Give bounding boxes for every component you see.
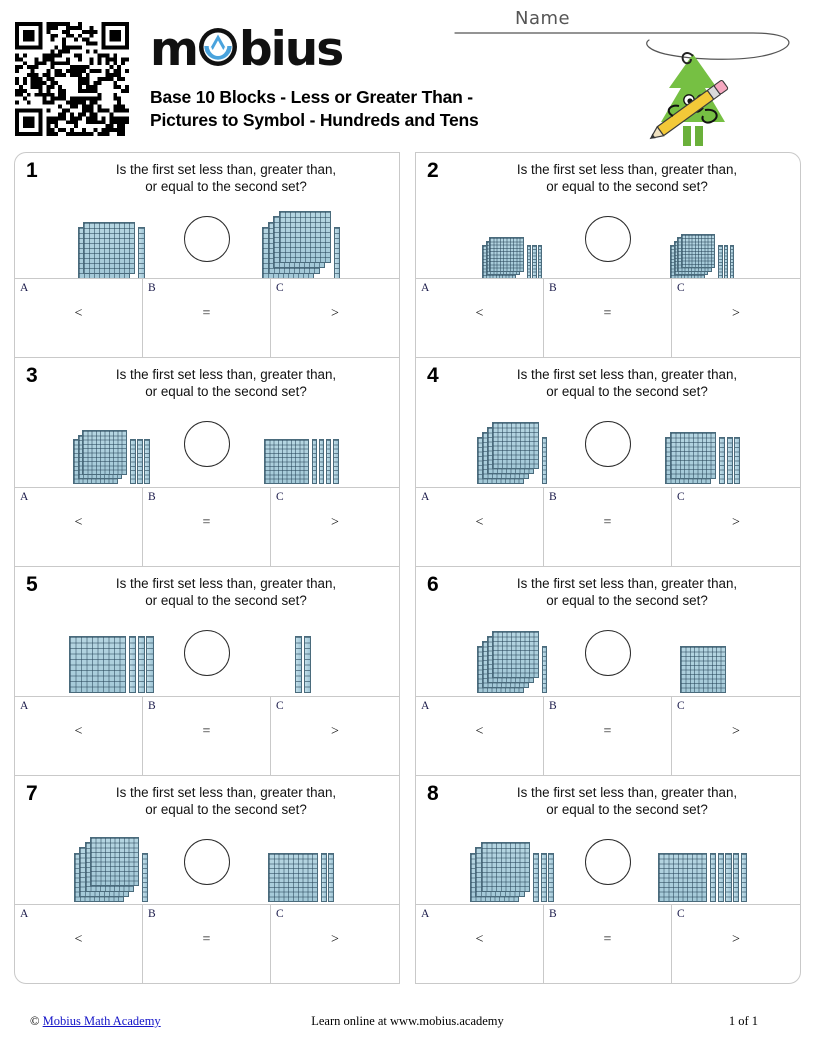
blocks-comparison-row	[15, 402, 399, 486]
ten-rod	[718, 853, 724, 902]
ten-rod	[542, 437, 548, 484]
tens-rods	[321, 853, 336, 902]
page-title	[150, 86, 570, 132]
hundreds-flats	[477, 631, 539, 693]
tens-rods	[334, 227, 342, 279]
tens-rods	[718, 245, 735, 279]
answer-options-row	[416, 278, 800, 357]
answer-options-row	[416, 904, 800, 983]
answer-symbol: =	[603, 724, 612, 739]
answer-option-a[interactable]	[416, 279, 544, 357]
answer-option-c[interactable]	[672, 488, 800, 566]
name-label: Name	[515, 8, 571, 29]
hundred-flat	[268, 853, 317, 902]
hundreds-flats	[78, 222, 136, 280]
answer-option-c[interactable]	[672, 279, 800, 357]
question-number: 4	[427, 364, 439, 387]
block-set-right	[242, 613, 362, 693]
ten-rod	[719, 437, 725, 484]
hundred-flat	[492, 422, 539, 469]
prompt-line1: Is the first set less than, greater than,	[516, 576, 738, 591]
block-set-left	[52, 613, 172, 693]
question-number: 8	[427, 782, 439, 805]
answer-options-row	[15, 278, 399, 357]
brand-block	[150, 21, 343, 77]
question-prompt	[61, 366, 391, 400]
prompt-line1: Is the first set less than, greater than,	[516, 367, 738, 382]
answer-letter: B	[148, 282, 156, 294]
prompt-line1: Is the first set less than, greater than,	[115, 367, 337, 382]
answer-option-a[interactable]	[416, 697, 544, 775]
blocks-comparison-row	[15, 611, 399, 695]
answer-letter: C	[276, 908, 284, 920]
answer-symbol: <	[74, 932, 83, 947]
answer-symbol: =	[603, 932, 612, 947]
answer-letter: A	[20, 700, 29, 712]
answer-symbol: =	[202, 724, 211, 739]
blocks-comparison-row	[15, 820, 399, 904]
tens-rods	[142, 853, 150, 902]
prompt-line1: Is the first set less than, greater than,	[115, 576, 337, 591]
ten-rod	[532, 245, 536, 279]
hundred-flat	[264, 439, 309, 484]
answer-option-b[interactable]	[544, 697, 672, 775]
block-set-right	[643, 404, 763, 484]
answer-symbol: =	[603, 515, 612, 530]
tens-rods	[130, 439, 151, 484]
answer-letter: A	[20, 282, 29, 294]
answer-options-row	[416, 696, 800, 775]
question-card	[415, 566, 801, 775]
answer-letter: A	[421, 282, 430, 294]
answer-letter: A	[421, 700, 430, 712]
tens-rods	[312, 439, 340, 484]
answer-symbol: >	[331, 932, 339, 947]
ten-rod	[304, 636, 311, 693]
answer-letter: A	[421, 491, 430, 503]
prompt-line2: or equal to the second set?	[145, 802, 307, 818]
answer-option-c[interactable]	[271, 905, 399, 983]
tens-rods	[533, 853, 556, 902]
block-set-right	[242, 822, 362, 902]
name-field-area	[453, 6, 803, 76]
blocks-comparison-row	[416, 197, 800, 281]
answer-symbol: >	[331, 724, 339, 739]
question-card	[415, 357, 801, 566]
hundreds-flats	[482, 237, 524, 279]
block-set-right	[242, 199, 362, 279]
answer-letter: B	[148, 700, 156, 712]
hundred-flat	[83, 222, 135, 274]
block-set-left	[453, 404, 573, 484]
question-card	[14, 775, 400, 984]
question-prompt	[462, 575, 792, 609]
answer-symbol: <	[475, 932, 484, 947]
ten-rod	[328, 853, 334, 902]
hundreds-flats	[680, 646, 727, 693]
question-body	[15, 776, 399, 904]
answer-circle[interactable]	[184, 421, 230, 467]
page-header	[0, 0, 815, 148]
questions-grid	[14, 152, 801, 984]
block-set-left	[453, 822, 573, 902]
answer-letter: C	[276, 491, 284, 503]
block-set-right	[643, 822, 763, 902]
hundreds-flats	[670, 234, 715, 279]
tens-rods	[138, 227, 146, 279]
blocks-comparison-row	[15, 197, 399, 281]
question-body	[416, 567, 800, 695]
answer-symbol: =	[202, 306, 211, 321]
logo-text-bius: bius	[238, 21, 343, 77]
answer-symbol: >	[732, 724, 740, 739]
ten-rod	[725, 853, 731, 902]
answer-letter: C	[276, 282, 284, 294]
block-set-left	[52, 822, 172, 902]
answer-circle[interactable]	[184, 216, 230, 262]
hundreds-flats	[470, 842, 530, 902]
ten-rod	[733, 853, 739, 902]
hundreds-flats	[658, 853, 707, 902]
answer-option-b[interactable]	[143, 279, 271, 357]
ten-rod	[326, 439, 332, 484]
answer-letter: A	[421, 908, 430, 920]
answer-options-row	[416, 487, 800, 566]
answer-letter: C	[677, 700, 685, 712]
block-set-right	[643, 613, 763, 693]
ten-rod	[321, 853, 327, 902]
ten-rod	[533, 853, 539, 902]
hundreds-flats	[69, 636, 126, 693]
question-card	[415, 775, 801, 984]
hundred-flat	[658, 853, 707, 902]
hundreds-flats	[665, 432, 717, 484]
prompt-line2: or equal to the second set?	[546, 802, 708, 818]
question-prompt	[61, 784, 391, 818]
ten-rod	[724, 245, 728, 279]
answer-options-row	[15, 696, 399, 775]
block-set-right	[242, 404, 362, 484]
prompt-line1: Is the first set less than, greater than,	[115, 785, 337, 800]
tens-rods	[527, 245, 544, 279]
tens-rods	[295, 636, 312, 693]
prompt-line1: Is the first set less than, greater than,	[516, 785, 738, 800]
block-set-left	[52, 404, 172, 484]
ten-rod	[146, 636, 153, 693]
ten-rod	[527, 245, 531, 279]
page-title-line1: Base 10 Blocks - Less or Greater Than -	[150, 87, 473, 107]
question-body	[15, 358, 399, 486]
question-number: 1	[26, 159, 38, 182]
mobius-logo	[150, 21, 343, 77]
ten-rod	[541, 853, 547, 902]
block-set-left	[453, 613, 573, 693]
answer-letter: C	[677, 908, 685, 920]
answer-option-b[interactable]	[544, 488, 672, 566]
answer-circle[interactable]	[585, 216, 631, 262]
hundred-flat	[681, 234, 715, 268]
answer-option-c[interactable]	[271, 697, 399, 775]
answer-symbol: <	[74, 515, 83, 530]
answer-circle[interactable]	[585, 421, 631, 467]
answer-symbol: =	[202, 515, 211, 530]
ten-rod	[741, 853, 747, 902]
question-body	[416, 776, 800, 904]
answer-letter: B	[549, 282, 557, 294]
hundred-flat	[82, 430, 127, 475]
question-card	[14, 357, 400, 566]
ten-rod	[710, 853, 716, 902]
ten-rod	[138, 227, 145, 279]
answer-options-row	[15, 487, 399, 566]
answer-symbol: >	[331, 515, 339, 530]
block-set-right	[643, 199, 763, 279]
question-body	[15, 567, 399, 695]
ten-rod	[319, 439, 325, 484]
mobius-loop-icon	[198, 27, 238, 72]
prompt-line1: Is the first set less than, greater than,	[115, 162, 337, 177]
prompt-line2: or equal to the second set?	[145, 384, 307, 400]
copyright-symbol: ©	[30, 1014, 40, 1028]
ten-rod	[137, 439, 143, 484]
ten-rod	[548, 853, 554, 902]
answer-option-a[interactable]	[15, 697, 143, 775]
ten-rod	[144, 439, 150, 484]
answer-option-a[interactable]	[15, 279, 143, 357]
ten-rod	[730, 245, 734, 279]
ten-rod	[333, 439, 339, 484]
name-line[interactable]	[453, 28, 801, 76]
answer-option-b[interactable]	[544, 279, 672, 357]
answer-option-a[interactable]	[15, 488, 143, 566]
answer-option-b[interactable]	[143, 697, 271, 775]
question-card	[14, 152, 400, 357]
answer-option-a[interactable]	[416, 488, 544, 566]
blocks-comparison-row	[416, 820, 800, 904]
answer-symbol: >	[331, 306, 339, 321]
answer-letter: A	[20, 908, 29, 920]
answer-letter: B	[549, 908, 557, 920]
block-set-left	[52, 199, 172, 279]
hundred-flat	[680, 646, 727, 693]
question-body	[15, 153, 399, 281]
tens-rods	[542, 437, 549, 484]
hundred-flat	[279, 211, 331, 263]
page-footer	[0, 1014, 815, 1036]
answer-letter: B	[549, 491, 557, 503]
ten-rod	[334, 227, 341, 279]
tens-rods	[129, 636, 155, 693]
ten-rod	[538, 245, 542, 279]
answer-circle[interactable]	[585, 839, 631, 885]
answer-symbol: >	[732, 306, 740, 321]
ten-rod	[142, 853, 148, 902]
answer-options-row	[15, 904, 399, 983]
ten-rod	[734, 437, 740, 484]
question-prompt	[462, 161, 792, 195]
answer-symbol: <	[74, 724, 83, 739]
answer-symbol: <	[475, 724, 484, 739]
page-title-line2: Pictures to Symbol - Hundreds and Tens	[150, 110, 479, 131]
question-prompt	[61, 575, 391, 609]
answer-symbol: <	[475, 306, 484, 321]
tens-rods	[710, 853, 748, 902]
ten-rod	[130, 439, 136, 484]
answer-symbol: =	[603, 306, 612, 321]
prompt-line2: or equal to the second set?	[546, 179, 708, 195]
prompt-line2: or equal to the second set?	[546, 593, 708, 609]
answer-symbol: <	[74, 306, 83, 321]
answer-option-c[interactable]	[672, 697, 800, 775]
answer-letter: B	[549, 700, 557, 712]
question-prompt	[61, 161, 391, 195]
tens-rods	[542, 646, 549, 693]
answer-letter: C	[677, 282, 685, 294]
tree-mascot-with-pencil-icon	[639, 48, 743, 148]
footer-page-number: 1 of 1	[728, 1014, 758, 1028]
hundred-flat	[90, 837, 139, 886]
ten-rod	[129, 636, 136, 693]
tens-rods	[719, 437, 741, 484]
hundred-flat	[481, 842, 530, 891]
hundreds-flats	[264, 439, 309, 484]
answer-option-b[interactable]	[544, 905, 672, 983]
hundreds-flats	[73, 430, 127, 484]
answer-option-a[interactable]	[15, 905, 143, 983]
logo-text-m: m	[150, 21, 197, 77]
blocks-comparison-row	[416, 611, 800, 695]
hundreds-flats	[477, 422, 539, 484]
question-card	[415, 152, 801, 357]
hundreds-flats	[268, 853, 317, 902]
question-body	[416, 358, 800, 486]
answer-letter: C	[276, 700, 284, 712]
answer-option-c[interactable]	[271, 488, 399, 566]
question-number: 3	[26, 364, 38, 387]
answer-symbol: >	[732, 515, 740, 530]
hundred-flat	[489, 237, 523, 271]
ten-rod	[727, 437, 733, 484]
answer-symbol: >	[732, 932, 740, 947]
footer-learn-online: Learn online at www.mobius.academy	[311, 1014, 504, 1028]
ten-rod	[295, 636, 302, 693]
prompt-line1: Is the first set less than, greater than,	[516, 162, 738, 177]
answer-option-c[interactable]	[271, 279, 399, 357]
mobius-math-academy-link[interactable]: Mobius Math Academy	[42, 1014, 161, 1028]
question-prompt	[462, 366, 792, 400]
answer-option-b[interactable]	[143, 488, 271, 566]
hundred-flat	[69, 636, 126, 693]
block-set-left	[453, 199, 573, 279]
prompt-line2: or equal to the second set?	[145, 593, 307, 609]
question-number: 6	[427, 573, 439, 596]
question-prompt	[462, 784, 792, 818]
answer-circle[interactable]	[184, 839, 230, 885]
question-body	[416, 153, 800, 281]
answer-option-c[interactable]	[672, 905, 800, 983]
blocks-comparison-row	[416, 402, 800, 486]
hundreds-flats	[262, 211, 331, 280]
hundreds-flats	[74, 837, 139, 902]
answer-letter: B	[148, 908, 156, 920]
answer-symbol: =	[202, 932, 211, 947]
answer-option-a[interactable]	[416, 905, 544, 983]
question-card	[14, 566, 400, 775]
answer-option-b[interactable]	[143, 905, 271, 983]
ten-rod	[542, 646, 548, 693]
question-number: 7	[26, 782, 38, 805]
question-number: 5	[26, 573, 38, 596]
hundred-flat	[670, 432, 717, 479]
answer-symbol: <	[475, 515, 484, 530]
prompt-line2: or equal to the second set?	[546, 384, 708, 400]
qr-code-icon	[15, 22, 129, 136]
hundred-flat	[492, 631, 539, 678]
ten-rod	[312, 439, 318, 484]
answer-letter: C	[677, 491, 685, 503]
ten-rod	[718, 245, 722, 279]
ten-rod	[138, 636, 145, 693]
answer-circle[interactable]	[585, 630, 631, 676]
prompt-line2: or equal to the second set?	[145, 179, 307, 195]
answer-letter: B	[148, 491, 156, 503]
answer-circle[interactable]	[184, 630, 230, 676]
answer-letter: A	[20, 491, 29, 503]
question-number: 2	[427, 159, 439, 182]
